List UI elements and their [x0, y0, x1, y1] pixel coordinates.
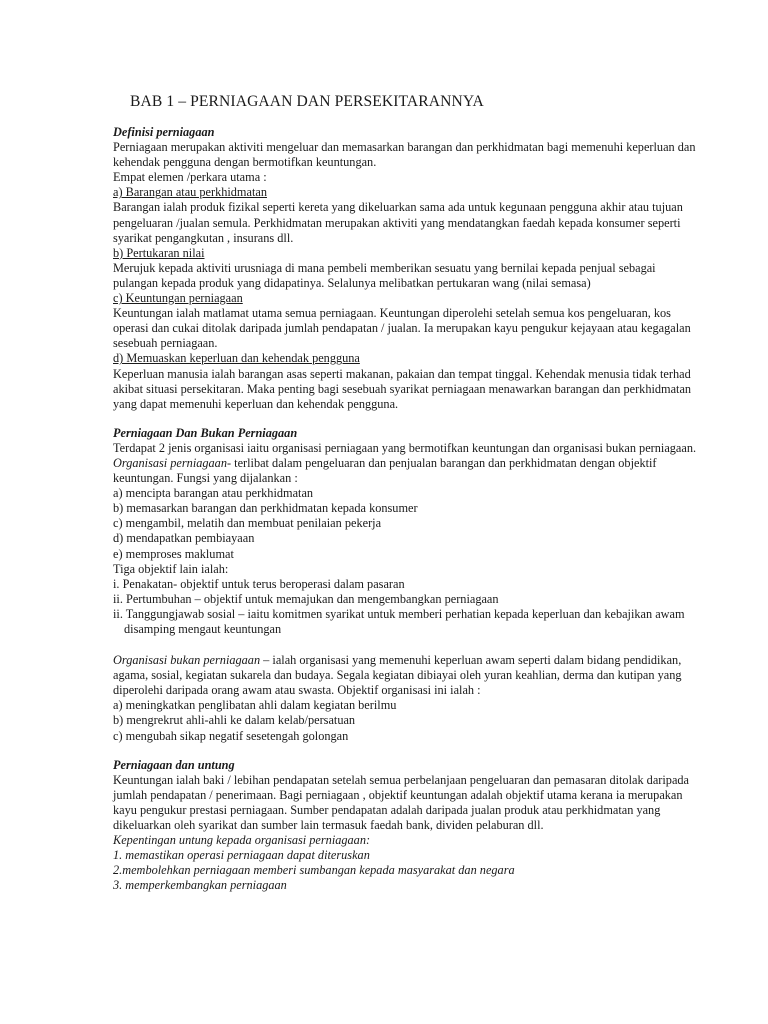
- paragraph: [113, 653, 698, 698]
- term: Organisasi perniagaan: [113, 455, 227, 470]
- paragraph: Keuntungan ialah matlamat utama semua perniagaan. Keuntungan diperolehi setelah semua kos pengeluaran, kos operasi dan cukai ditolak daripada jumlah pendapatan / jualan. Ia merupakan kayu pengukur kejayaan atau kegagalan sesebuah perniagaan.: [113, 306, 691, 351]
- term-definition: - terlibat dalam pengeluaran dan penjualan barangan dan perkhidmatan dengan objektif keuntungan. Fungsi yang dijalankan :: [113, 455, 657, 486]
- paragraph: Merujuk kepada aktiviti urusniaga di mana pembeli memberikan sesuatu yang bernilai kepada penjual sebagai pulangan kepada produk yang didapatinya. Selalunya melibatkan pertukaran wang (nilai semasa): [113, 260, 656, 290]
- paragraph: Keperluan manusia ialah barangan asas seperti makanan, pakaian dan tempat tinggal. Kehendak menusia tidak terhad akibat situasi persekitaran. Maka penting bagi sesebuah syarikat perniagaan menawarkan barangan dan perkhidmatan yang dapat memenuhi keperluan dan kehendak pengguna.: [113, 366, 692, 411]
- list-item: ii. Pertumbuhan – objektif untuk memajukan dan mengembangkan perniagaan: [113, 591, 499, 606]
- list-item: ii. Tanggungjawab sosial – iaitu komitmen syarikat untuk memberi perhatian kepada keperluan dan kebajikan awam disamping mengaut keuntungan: [113, 606, 685, 636]
- spacer: [113, 744, 698, 758]
- subheading: b) Pertukaran nilai: [113, 245, 205, 260]
- subheading: c) Keuntungan perniagaan: [113, 291, 243, 306]
- subheading: a) Barangan atau perkhidmatan: [113, 185, 267, 200]
- page-title: BAB 1 – PERNIAGAAN DAN PERSEKITARANNYA: [130, 93, 484, 110]
- spacer: [113, 412, 698, 426]
- paragraph: [113, 456, 698, 486]
- list-item: i. Penakatan- objektif untuk terus beroperasi dalam pasaran: [113, 576, 405, 591]
- paragraph: Keuntungan ialah baki / lebihan pendapatan setelah semua perbelanjaan pengeluaran dan pemasaran ditolak daripada jumlah pendapatan / penerimaan. Bagi perniagaan , objektif keuntungan adalah objektif utama kerana ia merupakan kayu pengukur prestasi perniagaan. Sumber pendapatan adalah daripada jualan produk atau perkhidmatan yang dikeluarkan oleh syarikat dan sumber lain termasuk faedah bank, dividen pelaburan dll.: [113, 772, 690, 833]
- section-heading: Perniagaan Dan Bukan Perniagaan: [113, 425, 298, 440]
- list-item: c) mengubah sikap negatif sesetengah golongan: [113, 728, 349, 743]
- paragraph: Perniagaan merupakan aktiviti mengeluar dan memasarkan barangan dan perkhidmatan bagi memenuhi keperluan dan kehendak pengguna dengan bermotifkan keuntungan.: [113, 140, 696, 170]
- paragraph: Barangan ialah produk fizikal seperti kereta yang dikeluarkan sama ada untuk kegunaan pengguna akhir atau tujuan pengeluaran /jualan semula. Perkhidmatan merupakan aktiviti yang mendatangkan faedah kepada konsumer seperti syarikat pengangkutan , insurans dll.: [113, 200, 683, 245]
- list-item: 1. memastikan operasi perniagaan dapat diteruskan: [113, 848, 370, 863]
- subheading: Kepentingan untung kepada organisasi perniagaan:: [113, 833, 371, 848]
- list-item: b) memasarkan barangan dan perkhidmatan kepada konsumer: [113, 501, 418, 516]
- term-definition: – ialah organisasi yang memenuhi keperluan awam seperti dalam bidang pendidikan, agama, sosial, kegiatan sukarela dan budaya. Segala kegiatan dibiayai oleh yuran keahlian, derma dan kutipan yang diperolehi daripada orang awam atau swasta. Objektif organisasi ini ialah :: [113, 653, 682, 698]
- list-item: a) mencipta barangan atau perkhidmatan: [113, 486, 314, 501]
- list-item: e) memproses maklumat: [113, 546, 234, 561]
- list-item: a) meningkatkan penglibatan ahli dalam kegiatan berilmu: [113, 698, 397, 713]
- document-body: [113, 125, 698, 894]
- list-item: 2.membolehkan perniagaan memberi sumbangan kepada masyarakat dan negara: [113, 863, 515, 878]
- subheading: d) Memuaskan keperluan dan kehendak pengguna: [113, 351, 360, 366]
- list-item: d) mendapatkan pembiayaan: [113, 531, 255, 546]
- list-item: c) mengambil, melatih dan membuat penilaian pekerja: [113, 516, 382, 531]
- term: Organisasi bukan perniagaan: [113, 653, 261, 668]
- section-heading: Definisi perniagaan: [113, 125, 215, 139]
- paragraph: Empat elemen /perkara utama :: [113, 170, 267, 185]
- paragraph: Terdapat 2 jenis organisasi iaitu organisasi perniagaan yang bermotifkan keuntungan dan organisasi bukan perniagaan.: [113, 440, 697, 455]
- section-heading: Perniagaan dan untung: [113, 757, 235, 772]
- paragraph: Tiga objektif lain ialah:: [113, 561, 229, 576]
- list-item: b) mengrekrut ahli-ahli ke dalam kelab/persatuan: [113, 713, 356, 728]
- list-item: 3. memperkembangkan perniagaan: [113, 878, 287, 893]
- spacer: [113, 637, 698, 653]
